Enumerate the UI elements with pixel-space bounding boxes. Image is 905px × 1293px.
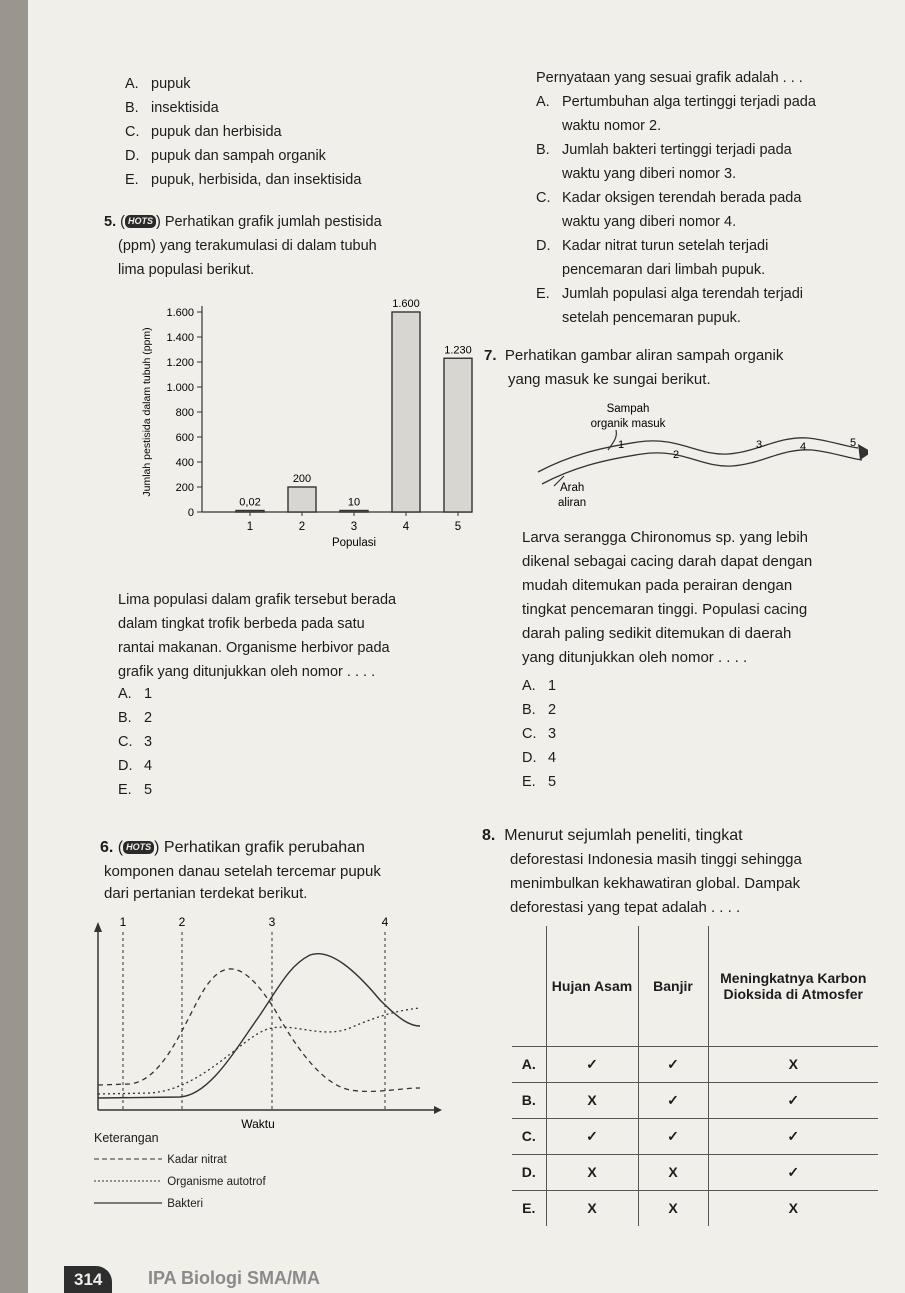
- q6-option-e[interactable]: E. Jumlah populasi alga terendah terjadi: [536, 286, 804, 302]
- y-tick-label: 1.400: [166, 332, 194, 344]
- q7-passage-line-4: tingkat pencemaran tinggi. Populasi cacing: [522, 601, 808, 618]
- row-c-letter: C.: [512, 1118, 546, 1154]
- legend-item-bakteri: Bakteri: [94, 1198, 203, 1210]
- q5-question-line-1: Lima populasi dalam grafik tersebut berada: [118, 592, 397, 608]
- hots-badge: HOTS: [123, 841, 154, 854]
- row-c-karbon: ✓: [708, 1118, 878, 1154]
- bar-value-label-2: 200: [292, 473, 312, 485]
- q4-option-a[interactable]: A. pupuk: [125, 76, 191, 92]
- q7-stem-line-2: yang masuk ke sungai berikut.: [508, 371, 711, 388]
- deforestation-impact-table: [512, 926, 878, 1226]
- bar-4: [392, 312, 420, 512]
- label-aliran: aliran: [558, 497, 587, 509]
- point-4: 4: [800, 441, 807, 453]
- q6-option-d[interactable]: D. Kadar nitrat turun setelah terjadi: [536, 238, 769, 254]
- bar-5: [444, 358, 472, 512]
- point-5: 5: [850, 437, 857, 449]
- q5-option-b[interactable]: B. 2: [118, 710, 153, 726]
- point-1: 1: [618, 439, 625, 451]
- bar-value-label-5: 1.230: [444, 344, 472, 357]
- x-tick-label-4: 4: [402, 521, 410, 533]
- point-2: 2: [673, 449, 680, 461]
- pesticide-bar-chart: [106, 282, 486, 582]
- bar-value-label-1: 0,02: [239, 496, 261, 509]
- q6-option-c[interactable]: C. Kadar oksigen terendah berada pada: [536, 190, 802, 206]
- legend-swatch-bakteri: [94, 1199, 164, 1207]
- curve-organisme-autotrof: [98, 1008, 420, 1094]
- y-tick-label: 800: [175, 407, 194, 419]
- x-tick-label-5: 5: [454, 521, 462, 533]
- q6-option-a-cont: waktu nomor 2.: [562, 118, 662, 134]
- bar-2: [288, 487, 316, 512]
- legend-swatch-autotrof: [94, 1177, 164, 1185]
- q8-stem-line-2: deforestasi Indonesia masih tinggi sehingga: [510, 851, 802, 868]
- q6-option-b-cont: waktu yang diberi nomor 3.: [562, 166, 737, 182]
- q7-option-e[interactable]: E. 5: [522, 774, 557, 790]
- table-row[interactable]: [512, 1154, 878, 1190]
- y-tick-label: 0: [187, 507, 194, 519]
- row-b-banjir: ✓: [638, 1082, 708, 1118]
- marker-label-4: 4: [381, 915, 389, 929]
- y-axis-arrow-icon: [94, 922, 102, 932]
- row-d-banjir: X: [638, 1154, 708, 1190]
- label-arah: Arah: [560, 482, 585, 494]
- x-axis-label: Populasi: [331, 537, 377, 549]
- x-axis-arrow-icon: [434, 1106, 442, 1114]
- q8-stem-line-3: menimbulkan kekhawatiran global. Dampak: [510, 875, 801, 892]
- q7-stem-line-1: 7. Perhatikan gambar aliran sampah organik: [484, 347, 784, 364]
- row-e-karbon: X: [708, 1190, 878, 1226]
- q4-option-c[interactable]: C. pupuk dan herbisida: [125, 124, 282, 140]
- bar-3: [340, 511, 368, 513]
- q8-stem-line-1: 8. Menurut sejumlah peneliti, tingkat: [482, 827, 743, 844]
- q7-passage-line-3: mudah ditemukan pada perairan dengan: [522, 577, 793, 594]
- q4-option-e[interactable]: E. pupuk, herbisida, dan insektisida: [125, 172, 362, 188]
- q5-question-line-4: grafik yang ditunjukkan oleh nomor . . . .: [118, 664, 376, 680]
- y-tick-label: 1.200: [166, 357, 194, 369]
- row-e-letter: E.: [512, 1190, 546, 1226]
- legend-item-nitrat: Kadar nitrat: [94, 1154, 227, 1166]
- label-sampah: Sampah: [606, 403, 650, 415]
- q5-stem-line-3: lima populasi berikut.: [118, 262, 255, 278]
- q5-question-line-3: rantai makanan. Organisme herbivor pada: [118, 640, 390, 656]
- q5-option-c[interactable]: C. 3: [118, 734, 153, 750]
- table-header-banjir: Banjir: [638, 926, 708, 1046]
- page-number: 314: [64, 1266, 112, 1293]
- q5-stem-line-1: 5. ( HOTS ) Perhatikan grafik jumlah pestisida: [104, 214, 382, 230]
- q4-option-b[interactable]: B. insektisida: [125, 100, 219, 116]
- table-row[interactable]: [512, 1118, 878, 1154]
- curve-kadar-nitrat: [98, 969, 420, 1091]
- q7-passage-line-1: Larva serangga Chironomus sp. yang lebih: [522, 529, 809, 546]
- q6-option-d-cont: pencemaran dari limbah pupuk.: [562, 262, 766, 278]
- q6-option-b[interactable]: B. Jumlah bakteri tertinggi terjadi pada: [536, 142, 792, 158]
- q7-option-c[interactable]: C. 3: [522, 726, 557, 742]
- q7-option-b[interactable]: B. 2: [522, 702, 557, 718]
- bar-value-label-3: 10: [347, 496, 361, 509]
- row-a-hujan-asam: ✓: [546, 1046, 638, 1082]
- y-tick-label: 600: [175, 432, 194, 444]
- x-tick-label-3: 3: [350, 521, 358, 533]
- q7-passage-line-2: dikenal sebagai cacing darah dapat dengan: [522, 553, 813, 570]
- q8-stem-line-4: deforestasi yang tepat adalah . . . .: [510, 899, 741, 916]
- x-tick-label-2: 2: [298, 521, 306, 533]
- q4-option-d[interactable]: D. pupuk dan sampah organik: [125, 148, 326, 164]
- row-d-karbon: ✓: [708, 1154, 878, 1190]
- flow-arrow-icon: [858, 444, 868, 460]
- x-axis-label: Waktu: [241, 1117, 275, 1131]
- row-a-banjir: ✓: [638, 1046, 708, 1082]
- bar-chart-group: [141, 298, 472, 549]
- q6-stem-line-1: 6. ( HOTS ) Perhatikan grafik perubahan: [100, 839, 365, 856]
- q6-option-a[interactable]: A. Pertumbuhan alga tertinggi terjadi pada: [536, 94, 816, 110]
- q7-option-d[interactable]: D. 4: [522, 750, 557, 766]
- row-e-hujan-asam: X: [546, 1190, 638, 1226]
- q6-option-c-cont: waktu yang diberi nomor 4.: [562, 214, 737, 230]
- table-header-hujan-asam: Hujan Asam: [546, 926, 638, 1046]
- q6-option-e-cont: setelah pencemaran pupuk.: [562, 310, 741, 326]
- river-bank-top: [538, 438, 858, 472]
- legend-title: Keterangan: [94, 1131, 159, 1145]
- y-tick-label: 1.000: [166, 382, 194, 394]
- marker-label-2: 2: [178, 915, 186, 929]
- legend-item-autotrof: Organisme autotrof: [94, 1176, 266, 1188]
- row-b-karbon: ✓: [708, 1082, 878, 1118]
- q5-question-line-2: dalam tingkat trofik berbeda pada satu: [118, 616, 365, 632]
- y-axis-label: Jumlah pestisida dalam tubuh (ppm): [141, 327, 153, 497]
- marker-label-3: 3: [268, 915, 276, 929]
- lake-change-graph: [90, 910, 446, 1135]
- book-title: IPA Biologi SMA/MA: [148, 1268, 320, 1288]
- q5-option-a[interactable]: A. 1: [118, 686, 153, 702]
- x-tick-label-1: 1: [246, 521, 254, 533]
- river-flow-diagram: [528, 396, 868, 516]
- row-c-banjir: ✓: [638, 1118, 708, 1154]
- hots-badge: HOTS: [125, 215, 156, 228]
- row-a-letter: A.: [512, 1046, 546, 1082]
- curve-bakteri: [98, 954, 420, 1098]
- q5-option-d[interactable]: D. 4: [118, 758, 153, 774]
- label-organik-masuk: organik masuk: [590, 418, 666, 430]
- row-b-letter: B.: [512, 1082, 546, 1118]
- table-header-empty: [512, 926, 546, 1046]
- row-a-karbon: X: [708, 1046, 878, 1082]
- marker-label-1: 1: [119, 915, 127, 929]
- table-header-row: [512, 926, 878, 1046]
- y-tick-label: 200: [175, 482, 194, 494]
- q7-passage-line-5: darah paling sedikit ditemukan di daerah: [522, 625, 792, 642]
- row-d-hujan-asam: X: [546, 1154, 638, 1190]
- q5-stem-line-2: (ppm) yang terakumulasi di dalam tubuh: [118, 238, 377, 254]
- table-row[interactable]: [512, 1082, 878, 1118]
- q7-passage-line-6: yang ditunjukkan oleh nomor . . . .: [522, 649, 748, 666]
- legend-swatch-nitrat: [94, 1155, 164, 1163]
- textbook-page: [28, 0, 905, 1293]
- q6-stem-line-2: komponen danau setelah tercemar pupuk: [104, 863, 381, 880]
- point-3: 3: [756, 439, 763, 451]
- q6-statement-stem: Pernyataan yang sesuai grafik adalah . . .: [536, 70, 803, 86]
- row-d-letter: D.: [512, 1154, 546, 1190]
- q7-option-a[interactable]: A. 1: [522, 678, 557, 694]
- q6-stem-line-3: dari pertanian terdekat berikut.: [104, 885, 308, 902]
- table-row[interactable]: [512, 1190, 878, 1226]
- row-c-hujan-asam: ✓: [546, 1118, 638, 1154]
- row-b-hujan-asam: X: [546, 1082, 638, 1118]
- y-tick-label: 400: [175, 457, 194, 469]
- bar-1: [236, 511, 264, 513]
- table-row[interactable]: [512, 1046, 878, 1082]
- q5-option-e[interactable]: E. 5: [118, 782, 153, 798]
- y-tick-label: 1.600: [166, 307, 194, 319]
- table-header-karbon-dioksida: Meningkatnya Karbon Dioksida di Atmosfer: [708, 926, 878, 1046]
- row-e-banjir: X: [638, 1190, 708, 1226]
- river-bank-bottom: [542, 450, 862, 484]
- bar-value-label-4: 1.600: [392, 298, 420, 310]
